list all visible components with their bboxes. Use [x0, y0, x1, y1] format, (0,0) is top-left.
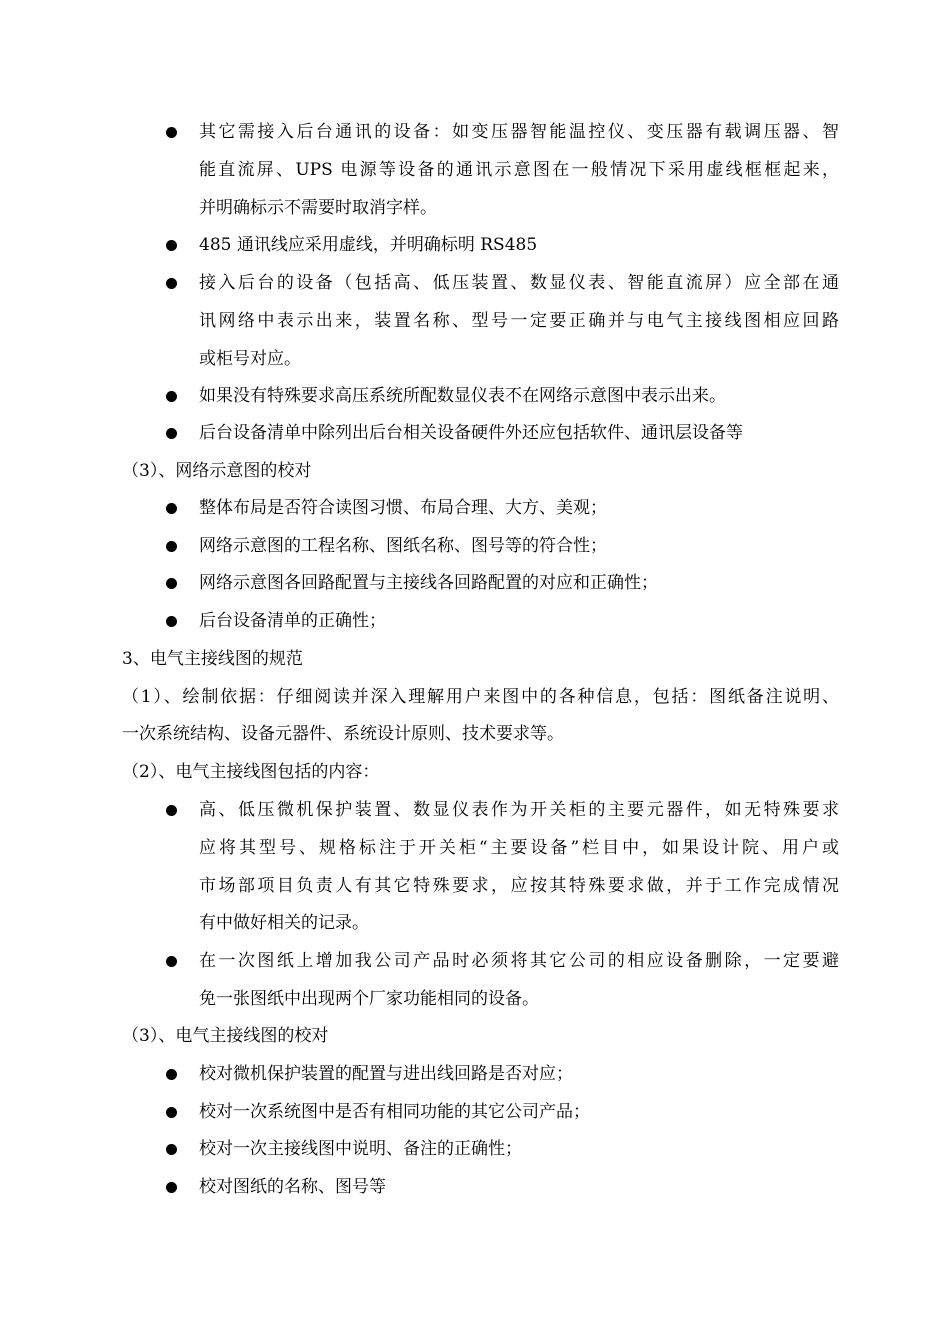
list-item-line: 高、低压微机保护装置、数显仪表作为开关柜的主要元器件，如无特殊要求 — [199, 800, 839, 820]
bullet-icon — [166, 503, 177, 514]
list-item-line: 能直流屏、UPS 电源等设备的通讯示意图在一般情况下采用虚线框框起来， — [199, 160, 839, 180]
bullet-icon — [166, 578, 177, 589]
list-item-line: 讯网络中表示出来，装置名称、型号一定要正确并与电气主接线图相应回路 — [199, 311, 839, 331]
bullet-icon — [166, 541, 177, 552]
bullet-icon — [166, 1107, 177, 1118]
list-item-line: 在一次图纸上增加我公司产品时必须将其它公司的相应设备删除，一定要避 — [199, 951, 839, 971]
bullet-icon — [166, 956, 177, 967]
list-item-line: 市场部项目负责人有其它特殊要求，应按其特殊要求做，并于工作完成情况 — [199, 876, 839, 896]
list-item-line: 校对微机保护装置的配置与进出线回路是否对应； — [199, 1064, 573, 1084]
list-item-line: 网络示意图的工程名称、图纸名称、图号等的符合性； — [199, 536, 607, 556]
list-item-line: 网络示意图各回路配置与主接线各回路配置的对应和正确性； — [199, 573, 658, 593]
list-item-line: 后台设备清单中除列出后台相关设备硬件外还应包括软件、通讯层设备等 — [199, 423, 743, 443]
bullet-icon — [166, 240, 177, 251]
subsection-heading: （3）、网络示意图的校对 — [122, 461, 312, 481]
list-item-line: 校对图纸的名称、图号等 — [199, 1177, 386, 1197]
section-heading: 3、电气主接线图的规范 — [122, 649, 303, 669]
bullet-icon — [166, 1182, 177, 1193]
list-item-line: 校对一次系统图中是否有相同功能的其它公司产品； — [199, 1102, 590, 1122]
bullet-icon — [166, 616, 177, 627]
bullet-icon — [166, 428, 177, 439]
bullet-icon — [166, 278, 177, 289]
subsection-heading: （2）、电气主接线图包括的内容： — [122, 762, 380, 782]
list-item-line: 其它需接入后台通讯的设备：如变压器智能温控仪、变压器有载调压器、智 — [199, 122, 839, 142]
bullet-icon — [166, 805, 177, 816]
list-item-line: 后台设备清单的正确性； — [199, 611, 386, 631]
paragraph-line: （1）、绘制依据：仔细阅读并深入理解用户来图中的各种信息，包括：图纸备注说明、 — [122, 687, 839, 707]
list-item-line: 或柜号对应。 — [199, 349, 301, 369]
list-item-line: 接入后台的设备（包括高、低压装置、数显仪表、智能直流屏）应全部在通 — [199, 273, 839, 293]
list-item-line: 并明确标示不需要时取消字样。 — [199, 198, 437, 218]
list-item-line: 485 通讯线应采用虚线，并明确标明 RS485 — [199, 235, 538, 255]
list-item-line: 整体布局是否符合读图习惯、布局合理、大方、美观； — [199, 498, 607, 518]
paragraph-line: 一次系统结构、设备元器件、系统设计原则、技术要求等。 — [122, 724, 564, 744]
bullet-icon — [166, 127, 177, 138]
bullet-icon — [166, 391, 177, 402]
bullet-icon — [166, 1144, 177, 1155]
list-item-line: 校对一次主接线图中说明、备注的正确性； — [199, 1139, 522, 1159]
list-item-line: 有中做好相关的记录。 — [199, 913, 369, 933]
list-item-line: 免一张图纸中出现两个厂家功能相同的设备。 — [199, 989, 539, 1009]
bullet-icon — [166, 1069, 177, 1080]
subsection-heading: （3）、电气主接线图的校对 — [122, 1026, 329, 1046]
list-item-line: 如果没有特殊要求高压系统所配数显仪表不在网络示意图中表示出来。 — [199, 386, 726, 406]
list-item-line: 应将其型号、规格标注于开关柜“主要设备”栏目中，如果设计院、用户或 — [199, 838, 839, 858]
